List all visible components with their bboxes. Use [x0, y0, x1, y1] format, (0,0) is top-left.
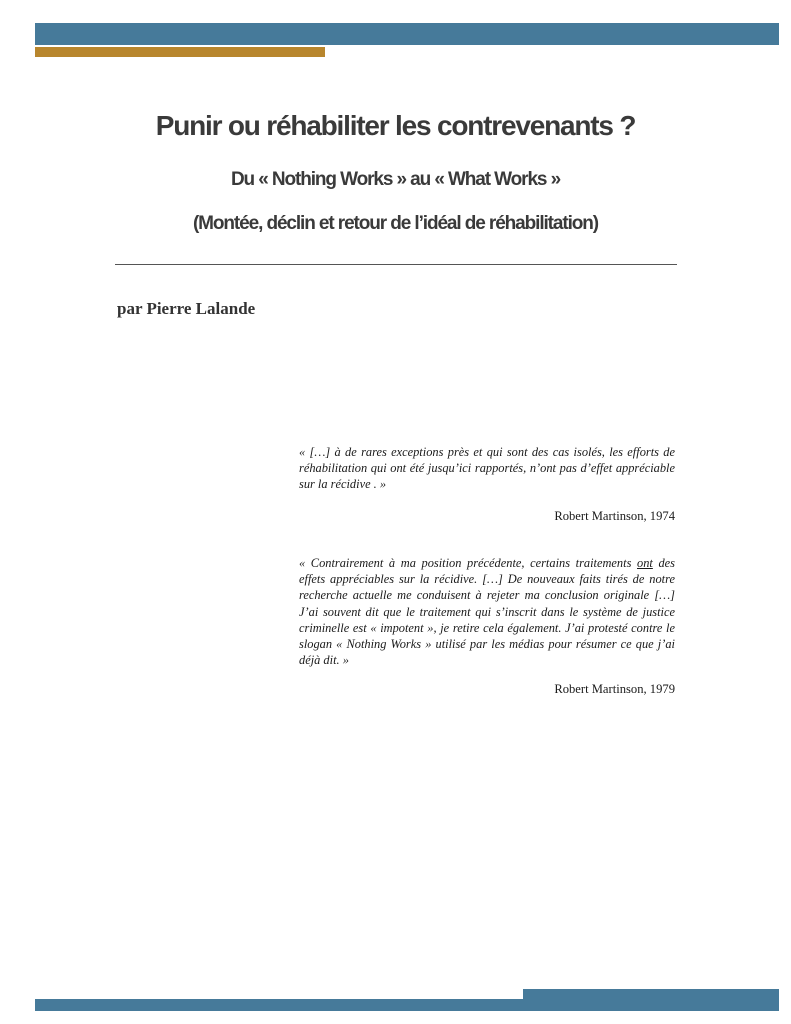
title-divider — [115, 264, 677, 265]
epigraph-attribution-2: Robert Martinson, 1979 — [554, 682, 675, 696]
page-title: Punir ou réhabiliter les contrevenants ? — [155, 110, 636, 141]
epigraph-attribution-1: Robert Martinson, 1974 — [554, 509, 675, 523]
epigraph-quote-2 — [299, 555, 675, 668]
quote-2-text-before: « Contrairement à ma position précédente, certains traitements — [299, 556, 638, 570]
footer-blue-bar — [35, 999, 779, 1011]
header-gold-bar — [35, 47, 325, 57]
page-subtitle-secondary: (Montée, déclin et retour de l’idéal de réhabilitation) — [192, 213, 599, 234]
epigraph-quote-1: « […] à de rares exceptions près et qui sont des cas isolés, les efforts de réhabilitation qui ont été jusqu’ici rapportés, n’ont pas d’effet appréciable sur la récidive . » — [299, 445, 675, 492]
quote-2-emphasis: ont — [637, 556, 653, 570]
author-line: par Pierre Lalande — [117, 299, 256, 318]
header-blue-bar — [35, 23, 779, 45]
quote-2-text-after: des effets appréciables sur la récidive. […] De nouveaux faits tirés de notre recherche actuelle me conduisent à rejeter ma conclusion originale […] J’ai souvent dit que le traitement qui s’inscrit dans le système de justice criminelle est « impotent », je retire cela également. J’ai protesté contre le slogan « Nothing Works » utilisé par les médias pour résumer ce que j’ai déjà dit. » — [299, 556, 675, 668]
page-subtitle: Du « Nothing Works » au « What Works » — [230, 169, 561, 190]
